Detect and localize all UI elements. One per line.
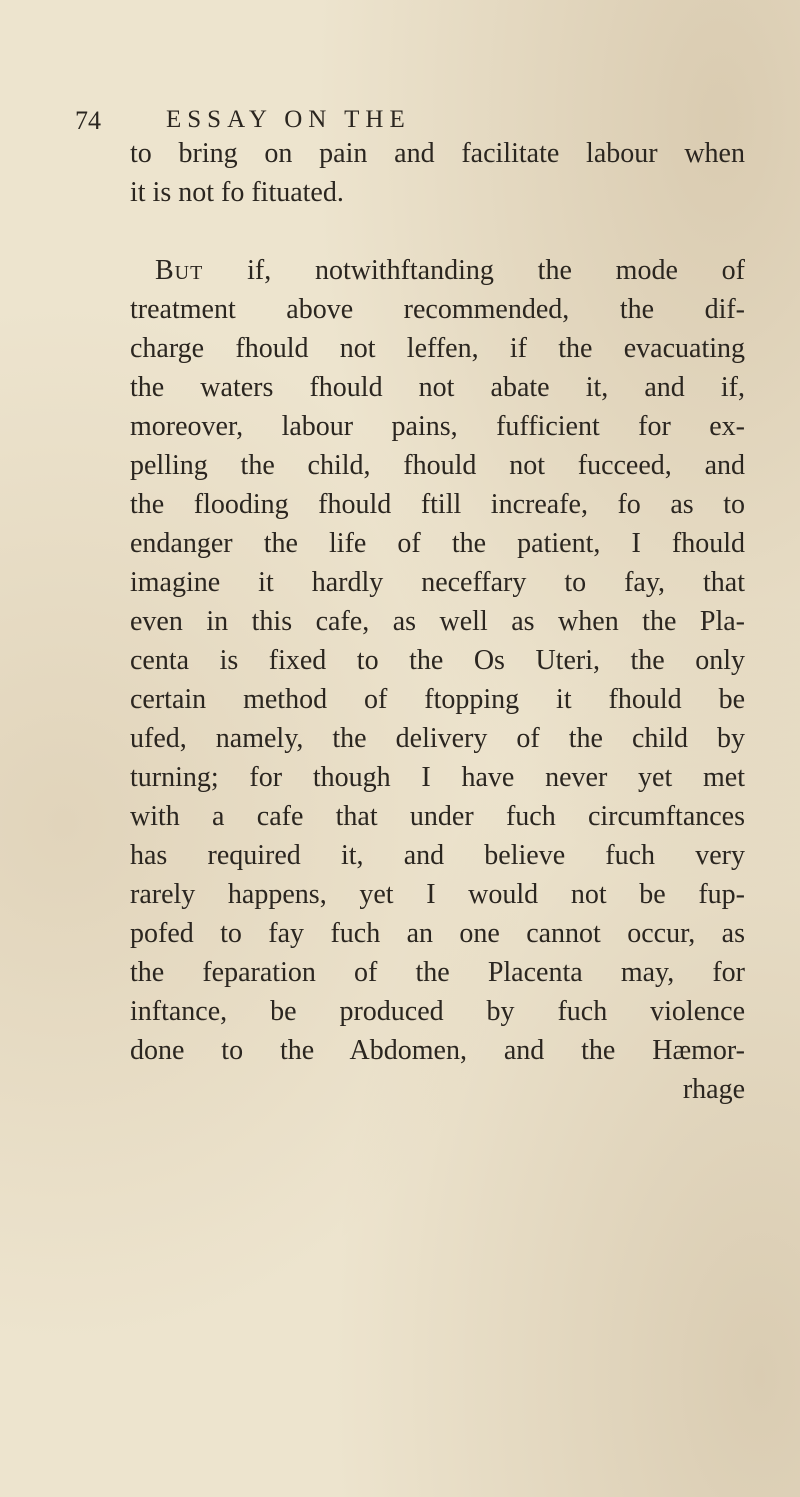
paragraph-initial-word: But: [155, 255, 204, 286]
text-line: the feparation of the Placenta may, for: [130, 957, 745, 988]
text-line: turning; for though I have never yet met: [130, 762, 745, 793]
text-line: to bring on pain and facilitate labour when: [130, 138, 745, 169]
text-line: rarely happens, yet I would not be fup-: [130, 879, 745, 910]
text-line: the flooding fhould ftill increafe, fo as to: [130, 489, 745, 520]
text-line: ufed, namely, the delivery of the child by: [130, 723, 745, 754]
text-line: certain method of ftopping it fhould be: [130, 684, 745, 715]
catchword: rhage: [682, 1074, 745, 1105]
text-line: pelling the child, fhould not fucceed, and: [130, 450, 745, 481]
text-line: endanger the life of the patient, I fhould: [130, 528, 745, 559]
text-line: charge fhould not leffen, if the evacuating: [130, 333, 745, 364]
text-line: treatment above recommended, the dif-: [130, 294, 745, 325]
text-line: pofed to fay fuch an one cannot occur, as: [130, 918, 745, 949]
text-line: has required it, and believe fuch very: [130, 840, 745, 871]
text-line: imagine it hardly neceffary to fay, that: [130, 567, 745, 598]
running-title: ESSAY ON THE: [166, 106, 411, 133]
paragraph-first-line: [130, 251, 745, 290]
text-line: inftance, be produced by fuch violence: [130, 996, 745, 1027]
text-line: moreover, labour pains, fufficient for ex-: [130, 411, 745, 442]
text-line: even in this cafe, as well as when the Pla-: [130, 606, 745, 637]
text-line: centa is fixed to the Os Uteri, the only: [130, 645, 745, 676]
text-line: it is not fo fituated.: [130, 177, 344, 208]
body-text: [130, 134, 745, 1109]
text-line: with a cafe that under fuch circumftances: [130, 801, 745, 832]
text-line: the waters fhould not abate it, and if,: [130, 372, 745, 403]
page-number: 74: [75, 106, 101, 135]
text-line: done to the Abdomen, and the Hæmor-: [130, 1035, 745, 1066]
paragraph-first-line-text: if, notwithftanding the mode of: [203, 255, 745, 286]
